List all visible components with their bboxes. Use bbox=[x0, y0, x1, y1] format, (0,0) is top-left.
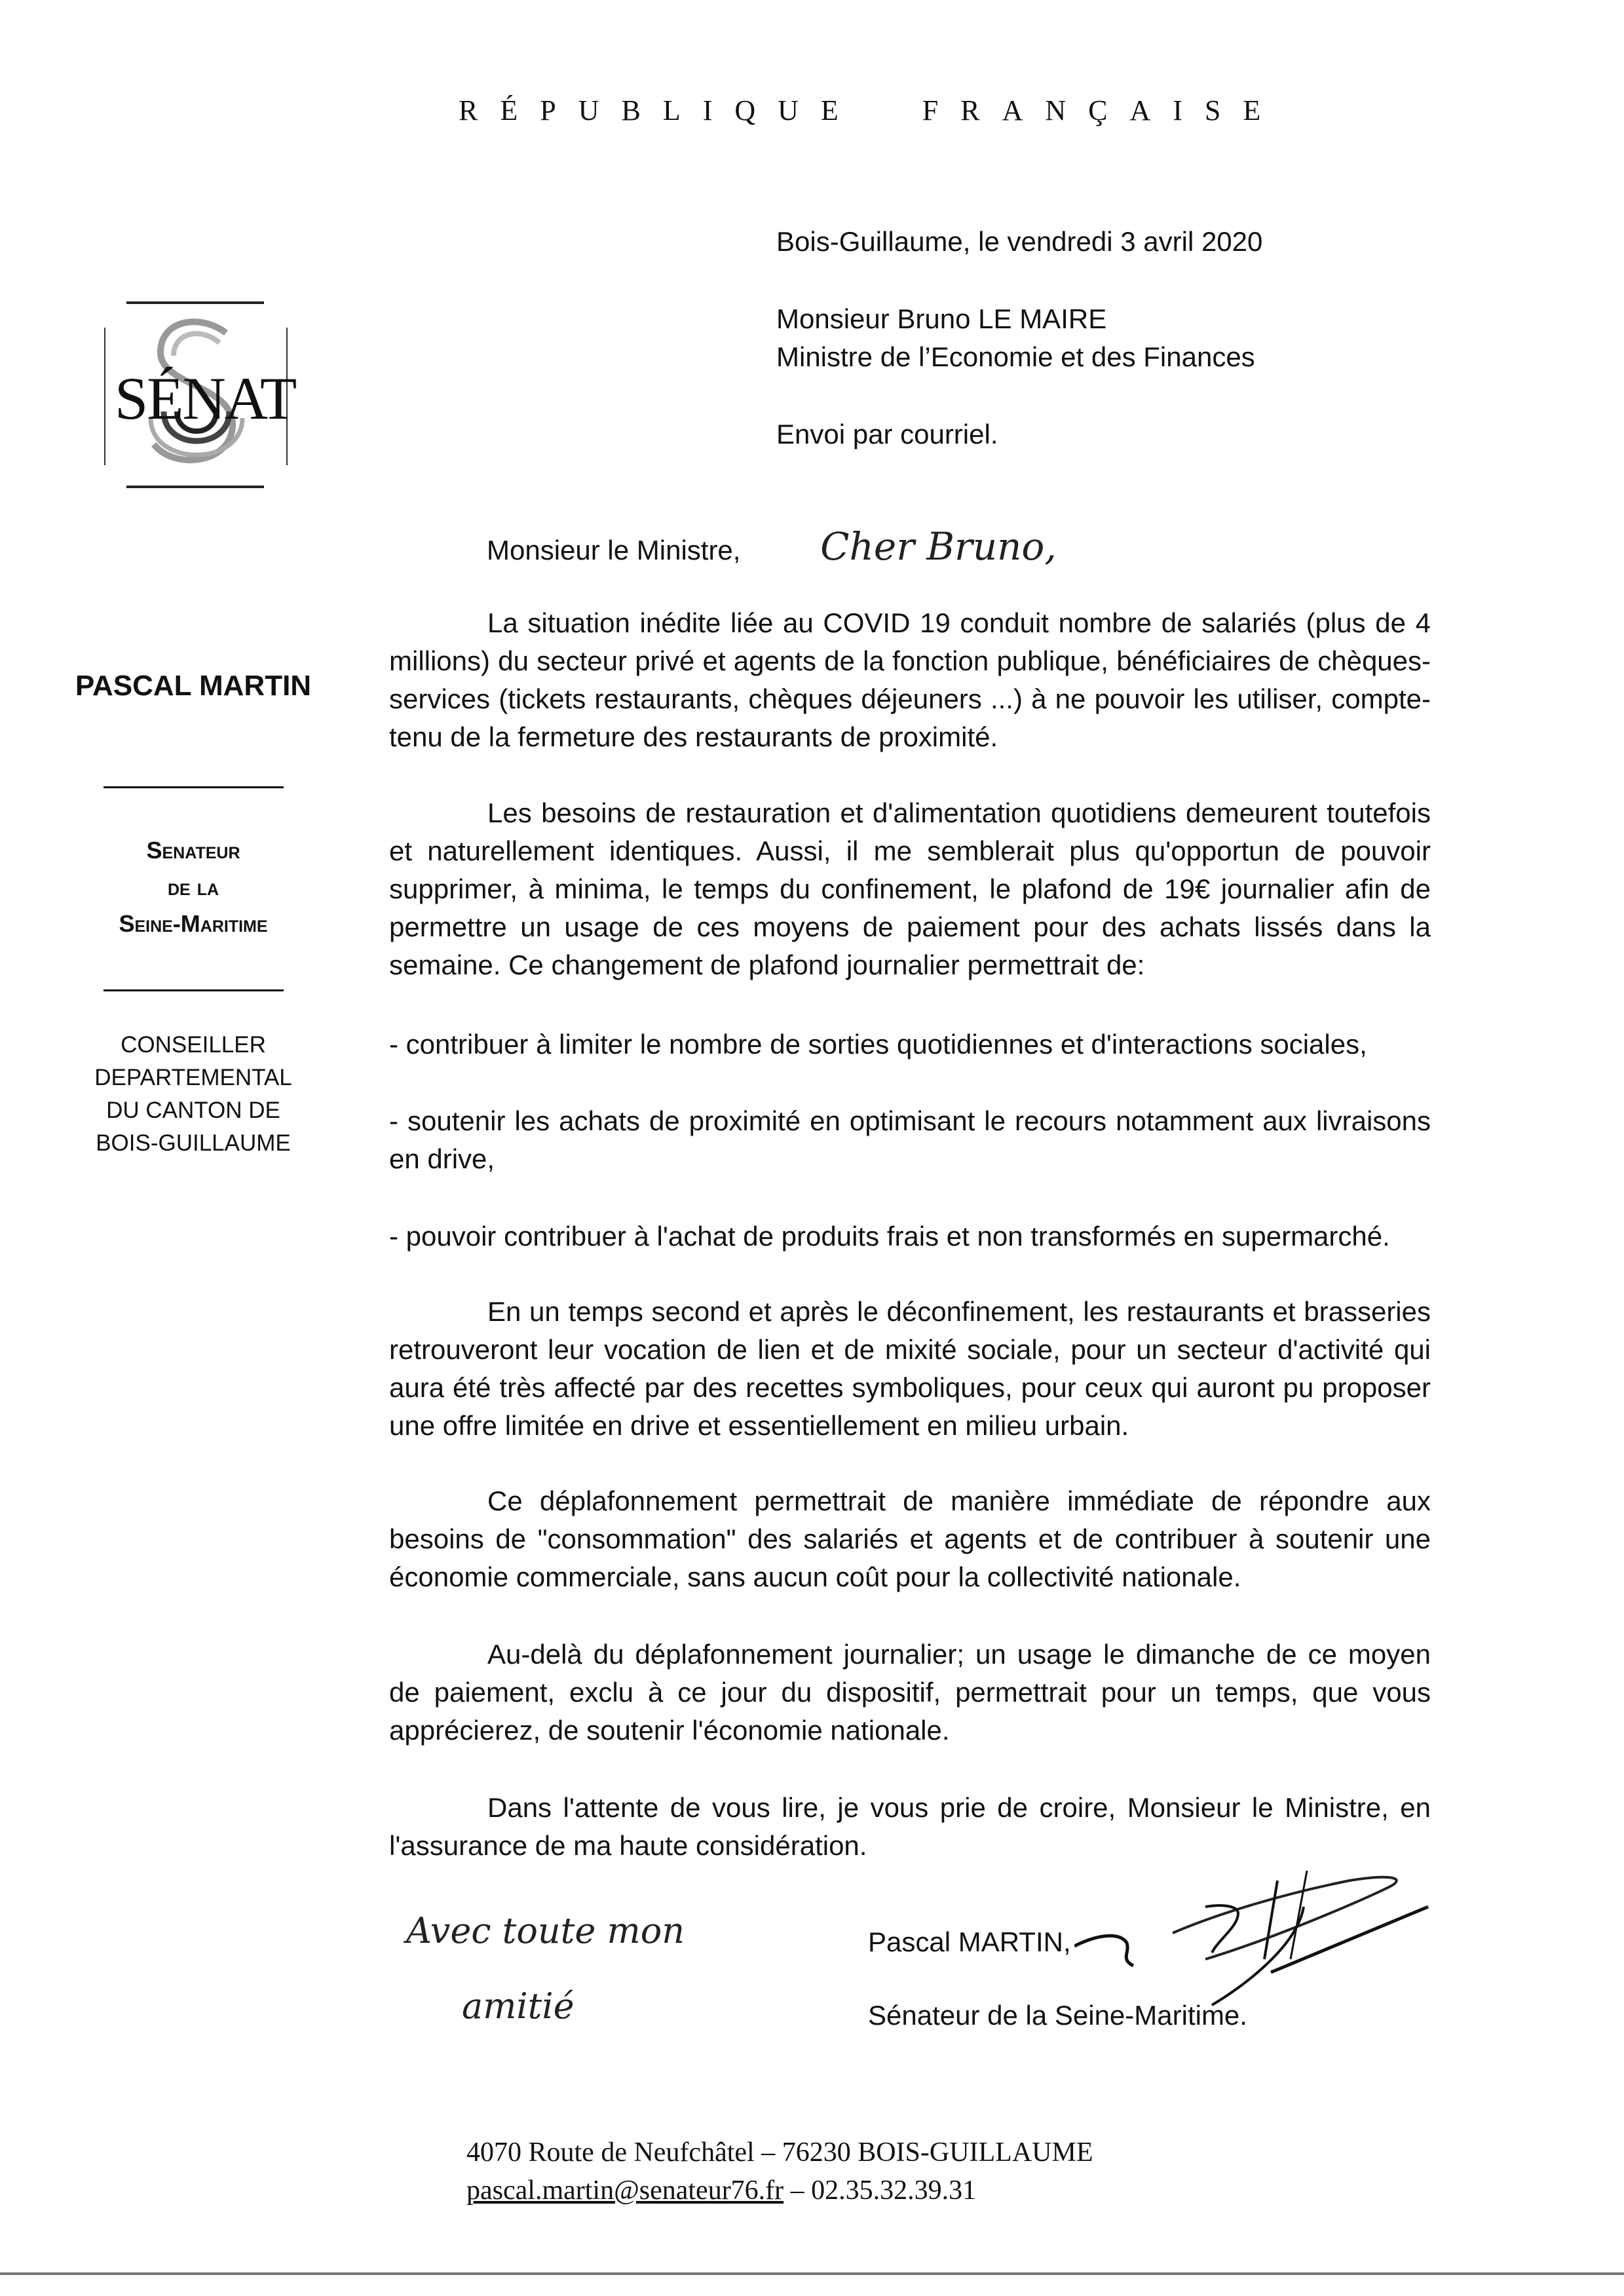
footer-separator: – bbox=[784, 2175, 812, 2206]
bullet-3: - pouvoir contribuer à l'achat de produits frais et non transformés en supermarché. bbox=[389, 1221, 1390, 1252]
salutation bbox=[487, 524, 1057, 569]
bottom-rule bbox=[0, 2272, 1624, 2275]
recipient-name: Monsieur Bruno LE MAIRE bbox=[776, 303, 1107, 334]
logo-top-rule bbox=[126, 301, 264, 304]
paragraph-5: Au-delà du déplafonnement journalier; un usage le dimanche de ce moyen de paiement, exclu à ce jour du dispositif, permettrait pour un temps, que vous apprécierez, de soutenir l'économie nationale. bbox=[389, 1639, 1431, 1746]
delivery-note: Envoi par courriel. bbox=[776, 419, 998, 450]
salutation-typed: Monsieur le Ministre, bbox=[487, 535, 741, 565]
letterhead-word-republique: RÉPUBLIQUE bbox=[459, 94, 861, 126]
paragraph-2: Les besoins de restauration et d'alimentation quotidiens demeurent toutefois et naturellement identiques. Aussi, il me semblerait plus qu'opportun de pouvoir supprimer, à minima, le temps du confinement, le plafond de 19€ journalier afin de permettre un usage de ces moyens de paiement pour des achats lissés dans la semaine. Ce changement de plafond journalier permettrait de: bbox=[389, 797, 1431, 980]
senat-logo bbox=[102, 301, 296, 488]
paragraph-3: En un temps second et après le déconfinement, les restaurants et brasseries retrouveront leur vocation de lien et de mixité sociale, pour un secteur d'activité qui aura été très affecté par des recettes symboliques, pour ceux qui auront pu proposer une offre limitée en drive et essentiellement en milieu urbain. bbox=[389, 1296, 1431, 1441]
footer-email-link[interactable]: pascal.martin@senateur76.fr bbox=[466, 2175, 784, 2206]
sidebar-divider-2 bbox=[72, 989, 314, 991]
logo-left-line bbox=[104, 328, 105, 465]
sidebar-divider-1 bbox=[72, 786, 314, 788]
footer-contact bbox=[466, 2172, 976, 2210]
letterhead-word-francaise: FRANÇAISE bbox=[922, 94, 1283, 126]
paragraph-1: La situation inédite liée au COVID 19 conduit nombre de salariés (plus de 4 millions) du secteur privé et agents de la fonction publique, bénéficiaires de chèques-services (tickets restaurants, chèques déjeuners ...) à ne pouvoir les utiliser, compte-tenu de la fermeture des restaurants de proximité. bbox=[389, 607, 1431, 752]
bullet-1: - contribuer à limiter le nombre de sorties quotidiennes et d'interactions sociales, bbox=[389, 1029, 1367, 1060]
handwritten-note-line-1: Avec toute mon bbox=[406, 1910, 685, 1951]
recipient-title: Ministre de l’Economie et des Finances bbox=[776, 341, 1255, 372]
salutation-handwritten: Cher Bruno, bbox=[820, 524, 1057, 569]
bullet-2: - soutenir les achats de proximité en optimisant le recours notamment aux livraisons en drive, bbox=[389, 1105, 1431, 1174]
recipient-block bbox=[776, 300, 1255, 376]
paragraph-4: Ce déplafonnement permettrait de manière immédiate de répondre aux besoins de "consommation" des salariés et agents et de contribuer à soutenir une économie commerciale, sans aucun coût pour la collectivité nationale. bbox=[389, 1485, 1431, 1592]
letterhead-title bbox=[459, 92, 1283, 128]
handwritten-note-line-2: amitié bbox=[462, 1985, 575, 2027]
logo-bottom-rule bbox=[126, 486, 264, 488]
footer-address: 4070 Route de Neufchâtel – 76230 BOIS-GUILLAUME bbox=[466, 2137, 1093, 2168]
signatory-title: Sénateur de la Seine-Maritime. bbox=[868, 2000, 1247, 2031]
footer-phone: 02.35.32.39.31 bbox=[811, 2175, 977, 2206]
place-date: Bois-Guillaume, le vendredi 3 avril 2020 bbox=[776, 226, 1263, 257]
handwritten-signature-icon bbox=[1074, 1867, 1454, 2012]
sender-council-role: CONSEILLER DEPARTEMENTAL DU CANTON DE BOIS-GUILLAUME bbox=[94, 1032, 292, 1156]
logo-text: SÉNAT bbox=[115, 365, 296, 432]
sender-role: Senateur de la Seine-Maritime bbox=[119, 837, 268, 937]
sender-name: PASCAL MARTIN bbox=[75, 670, 312, 702]
paragraph-6: Dans l'attente de vous lire, je vous prie de croire, Monsieur le Ministre, en l'assurance de ma haute considération. bbox=[389, 1792, 1431, 1861]
signatory-name: Pascal MARTIN, bbox=[868, 1926, 1071, 1957]
